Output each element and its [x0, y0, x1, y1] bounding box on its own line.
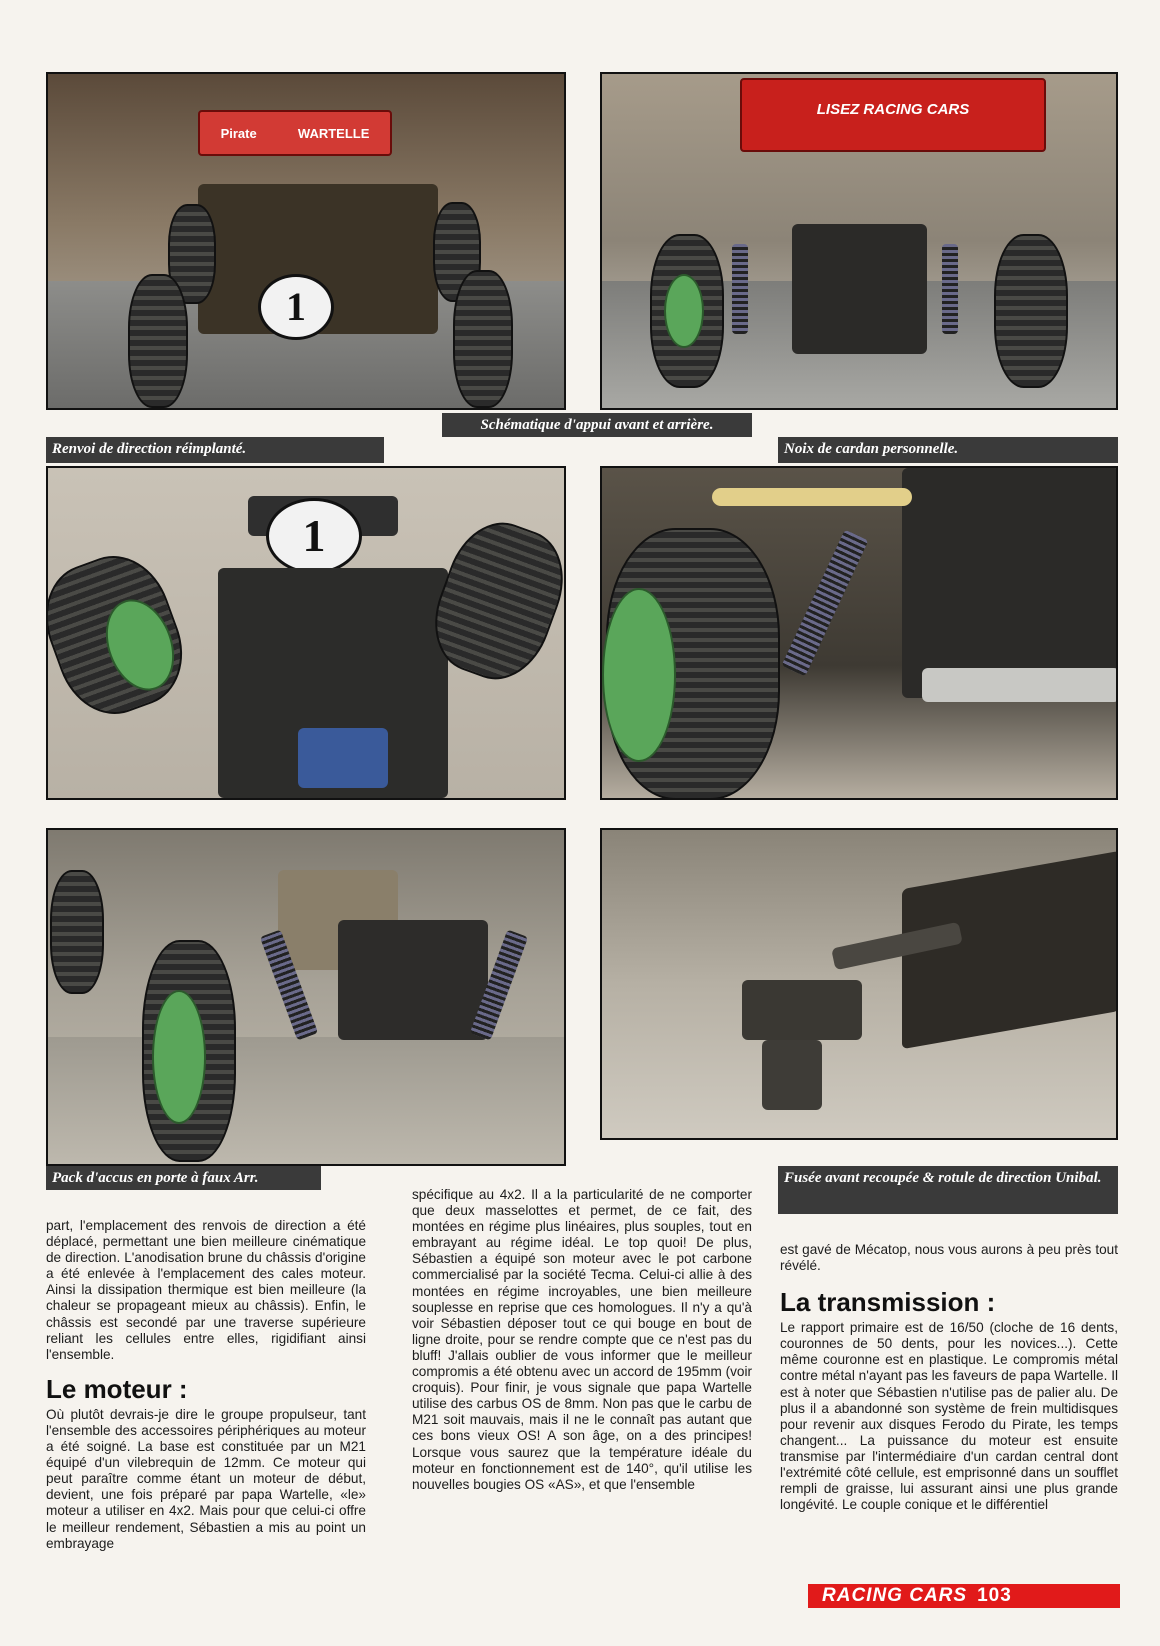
magazine-footer [808, 1584, 1120, 1608]
photo-front-hub [600, 828, 1118, 1140]
paragraph-chassis: part, l'emplacement des renvois de direction a été déplacé, permettant une bien meilleure cinématique de direction. L'anodisation brune du châssis d'origine a été enlevée à l'emplacement des cales moteur. Ainsi la dissipation thermique est bien meilleure (la chaleur se propageant mieux au châssis). Enfin, le châssis est secondé par une traverse supérieure reliant les cellules entre elles, rigidifiant ainsi l'ensemble. [46, 1218, 366, 1362]
caption-fusee-avant: Fusée avant recoupée & rotule de direction Unibal. [778, 1166, 1118, 1214]
caption-pack-accus: Pack d'accus en porte à faux Arr. [46, 1166, 321, 1190]
photo-battery-pack [46, 828, 566, 1166]
caption-noix-cardan: Noix de cardan personnelle. [778, 437, 1118, 463]
sticker-pirate: Pirate [220, 125, 257, 141]
text-column-1 [46, 1218, 366, 1552]
text-column-2 [412, 1187, 752, 1493]
sticker-board [198, 110, 392, 156]
caption-renvoi-direction: Renvoi de direction réimplanté. [46, 437, 384, 463]
heading-moteur: Le moteur : [46, 1373, 188, 1404]
race-number-plate [258, 274, 334, 340]
race-number-top: 1 [302, 510, 326, 561]
paragraph-transmission: Le rapport primaire est de 16/50 (cloche de 16 dents, couronnes de 50 dents, pour les novices...). Cette même couronne est en plastique. Le compromis métal contre métal n'ayant pas les faveurs de papa Wartelle. Il est à noter que Sébastien n'utilise pas de palier alu. De plus il a abandonné son système de frein multidisques pour revenir aux disques Ferodo du Pirate, les temps changent... La puissance du moteur est ensuite transmise par l'intermédiaire d'un cardan central dont l'extrémité côté cellule, est emprisonné dans un soufflet rempli de graisse, lui assurant ainsi une plus grande longévité. Le couple conique et le différentiel [780, 1320, 1118, 1513]
magazine-title: RACING CARS [822, 1585, 968, 1606]
race-number: 1 [286, 284, 306, 329]
text-column-3 [780, 1242, 1118, 1513]
page-number: 103 [977, 1585, 1012, 1606]
photo-cardan-closeup [600, 466, 1118, 800]
photo-front-steering [46, 72, 566, 410]
caption-schematique: Schématique d'appui avant et arrière. [442, 413, 752, 437]
wing-text: LISEZ RACING CARS [816, 101, 970, 118]
paragraph-moteur: Où plutôt devrais-je dire le groupe propulseur, tant l'ensemble des accessoires périphériques au moteur a été soigné. La base est constituée par un M21 équipé d'un vilebrequin de 12mm. Ce moteur qui peut paraître comme étant un moteur de début, devient, une fois préparé par papa Wartelle, «le» moteur a utiliser en 4x2. Mais pour que celui-ci offre le meilleur rendement, Sébastien a mis au point un embrayage [46, 1406, 366, 1551]
heading-transmission: La transmission : [780, 1287, 996, 1318]
paragraph-embrayage: spécifique au 4x2. Il a la particularité de ne comporter que deux masselottes et permet, de ce fait, des montées en régime plus linéaires, plus souples, tout en embrayant au régime idéal. Le top quoi! De plus, Sébastien a équipé son moteur avec le pot carbone commercialisé par la société Tecma. Celui-ci allie à des montées en régime incroyables, une bien meilleure souplesse en reprise que ces homologues. Il n'y a qu'à voir Sébastien déposer tout ce qui bouge en bout de ligne droite, pour se rendre compte que ce n'est pas du bluff! J'allais oublier de vous informer que le meilleur compromis a été obtenu avec un accord de 195mm (voir croquis). Pour finir, je vous signale que papa Wartelle utilise des carbus OS de 8mm. Non pas que le carbu de M21 soit mauvais, mais il ne le connaît pas autant que ces bons vieux OS! A son âge, on a des principes! Lorsque vous saurez que la température idéale du moteur en fonctionnement est de 140°, qu'il utilise les nouvelles bougies OS «AS», et que l'ensemble [412, 1187, 753, 1492]
paragraph-mecatop: est gavé de Mécatop, nous vous aurons à peu près tout révélé. [780, 1242, 1118, 1274]
race-number-plate-top [266, 498, 362, 574]
photo-top-chassis [46, 466, 566, 800]
sticker-wartelle: WARTELLE [297, 125, 370, 141]
photo-rear-wing [600, 72, 1118, 410]
rear-wing [740, 78, 1046, 152]
